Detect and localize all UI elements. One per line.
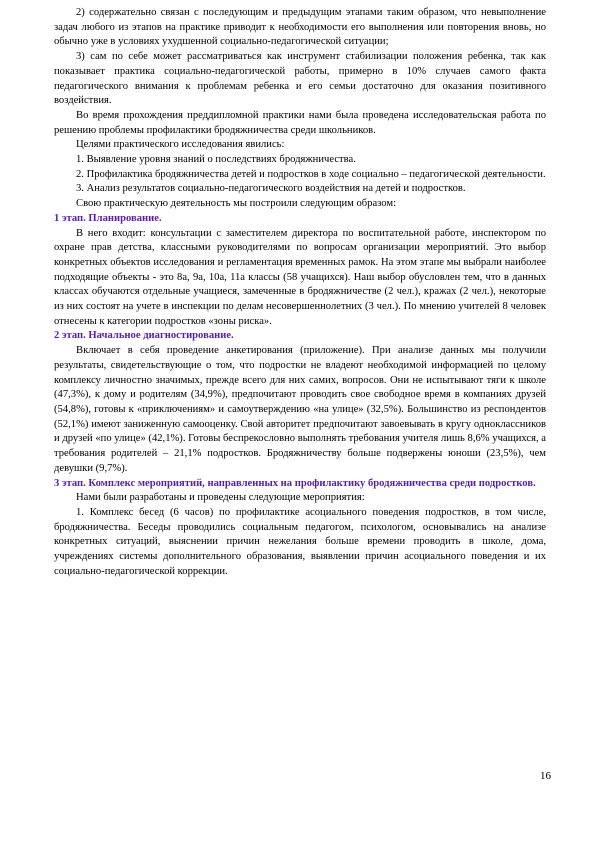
paragraph-stabilization: 3) сам по себе может рассматриваться как инструмент стабилизации положения ребенка, так как показывает практика социально-педагогической работы, примерно в 10% случаев самого факта педагогического внимания к проблемам ребенка и его семьи достаточно для оказания позитивного воздействия.: [54, 51, 546, 107]
heading-stage-1: 1 этап. Планирование.: [54, 212, 162, 224]
goal-item-1: 1. Выявление уровня знаний о последствиях бродяжничества.: [76, 154, 356, 166]
event-item-1: 1. Комплекс бесед (6 часов) по профилактике асоциального поведения подростков, в том числе, бродяжничества. Беседы проводились социальным педагогом, психологом, основывались на анализе конкретных ситуаций, выяснении причин нежелания больше времени проводить в школе, дома, учреждениях системы дополнительного образования, выявлении причин асоциального поведения и их социально-педагогической коррекции.: [54, 506, 546, 577]
document-page: [54, 6, 546, 579]
goal-item-2: 2. Профилактика бродяжничества детей и подростков в ходе социально – педагогической деятельности.: [76, 168, 546, 180]
goal-item-3: 3. Анализ результатов социально-педагогического воздействия на детей и подростков.: [76, 183, 466, 195]
paragraph-practice-research: Во время прохождения преддипломной практики нами была проведена исследовательская работа по решению проблемы профилактики бродяжничества среди школьников.: [54, 109, 546, 136]
heading-stage-2: 2 этап. Начальное диагностирование.: [54, 330, 234, 342]
page-number: 16: [540, 770, 551, 782]
paragraph-goals-intro: Целями практического исследования явились:: [76, 139, 285, 151]
heading-stage-3: 3 этап. Комплекс мероприятий, направленных на профилактику бродяжничества среди подростков.: [54, 477, 536, 489]
paragraph-events-intro: Нами были разработаны и проведены следующие мероприятия:: [76, 492, 365, 504]
paragraph-stage-2-relation: 2) содержательно связан с последующим и предыдущим этапами таким образом, что невыполнение задач любого из этапов на практике приводит к необходимости его выполнения или повторения вновь, но обычно уже в условиях ухудшенной социально-педагогической ситуации;: [54, 7, 546, 48]
paragraph-stage-1: В него входит: консультации с заместителем директора по воспитательной работе, инспектором по охране прав детства, классными руководителями по вопросам организации мероприятий. Это выбор конкретных объектов исследования и регламентация временных рамок. На этом этапе мы выбрали наиболее подходящие объекты - это 8а, 9а, 10а, 11а классы (58 учащихся). Наш выбор обусловлен тем, что в данных классах обучаются отдельные учащиеся, замеченные в бродяжничестве (2 чел.), кражах (2 чел.), некоторые из них состоят на учете в инспекции по делам несовершеннолетних (3 чел.). По мнению учителей 8 человек отнесены к категории подростков «зоны риска».: [54, 227, 546, 327]
paragraph-stage-2: Включает в себя проведение анкетирования (приложение). При анализе данных мы получили результаты, свидетельствующие о том, что подростки не владеют необходимой информацией по целому комплексу личностно значимых, прежде всего для них самих, вопросов. Они не испытывают тяги к школе (47,3%), к дому и родителям (34,9%), предпочитают проводить свое свободное время в компаниях друзей (54,8%), готовы к «приключениям» и самоутверждению «на улице» (32,5%). Большинство из респондентов (52,1%) имеют заниженную самооценку. Свой авторитет предпочитают завоевывать в кругу одноклассников и друзей «по улице» (42,1%). Готовы беспрекословно выполнять требования учителя лишь 8,6% учащихся, а требования родителей – 21,1% подростков. Бродяжничеству больше подвержены юноши (23,5%), чем девушки (9,7%).: [54, 345, 546, 474]
paragraph-activity-intro: Свою практическую деятельность мы построили следующим образом:: [76, 198, 397, 210]
